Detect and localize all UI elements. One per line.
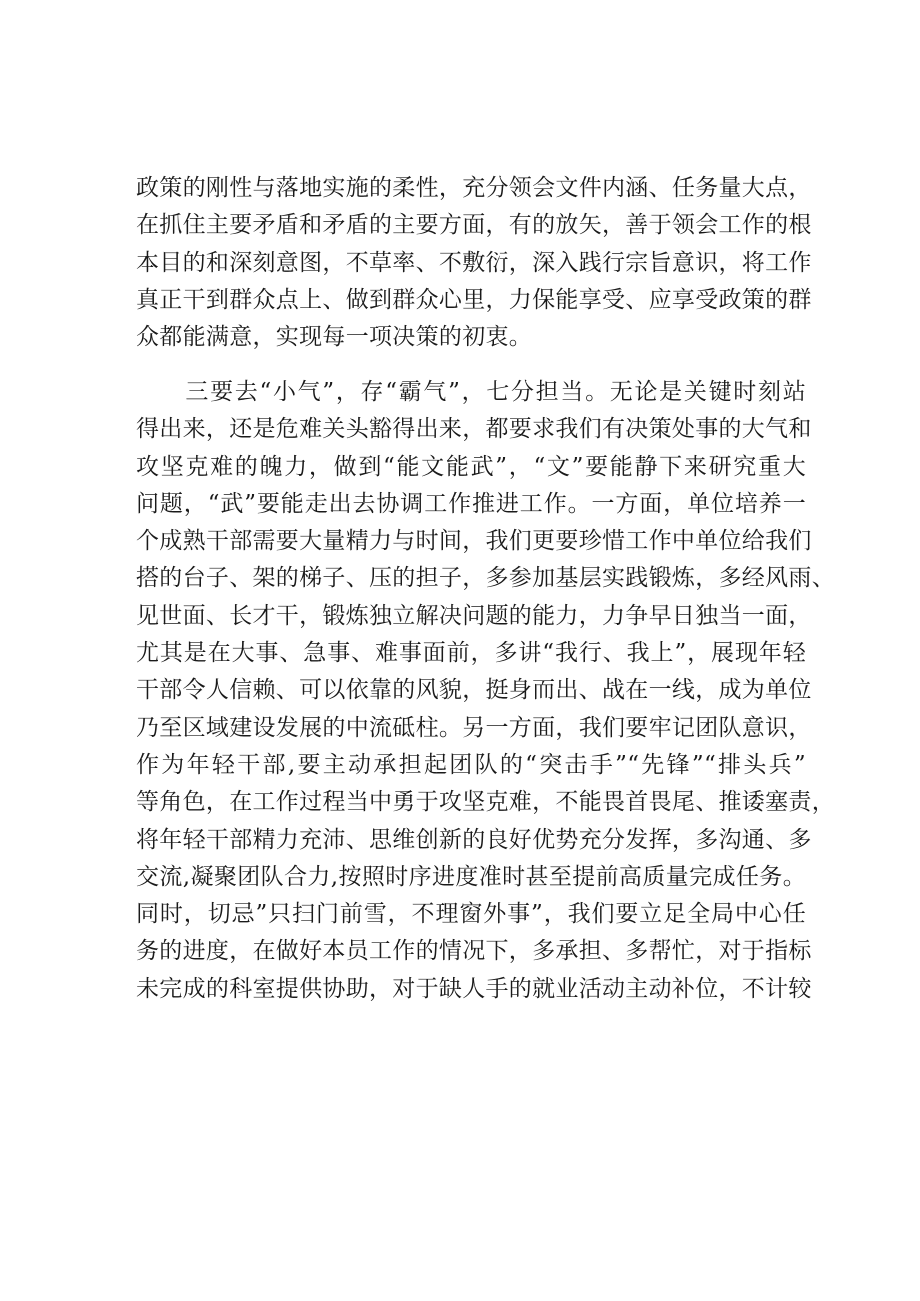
text-line: 见世面、长才干，锻炼独立解决问题的能力，力争早日独当一面， bbox=[136, 602, 812, 629]
text-line: 尤其是在大事、急事、难事面前，多讲“我行、我上”，展现年轻 bbox=[136, 640, 806, 667]
text-line: 搭的台子、架的梯子、压的担子，多参加基层实践锻炼，多经风雨、 bbox=[136, 565, 835, 592]
text-line: 作为年轻干部,要主动承担起团队的“突击手”“先锋”“排头兵” bbox=[136, 751, 806, 778]
paragraph-2 bbox=[136, 374, 835, 1008]
text-line: 攻坚克难的魄力，做到“能文能武”，“文”要能静下来研究重大 bbox=[136, 453, 806, 480]
text-line: 将年轻干部精力充沛、思维创新的良好优势充分发挥，多沟通、多 bbox=[136, 826, 812, 853]
text-line: 未完成的科室提供协助，对于缺人手的就业活动主动补位，不计较 bbox=[136, 975, 812, 1002]
text-line: 本目的和深刻意图，不草率、不敷衍，深入践行宗旨意识，将工作 bbox=[136, 249, 812, 276]
text-line: 干部令人信赖、可以依靠的风貌，挺身而出、战在一线，成为单位 bbox=[136, 677, 812, 704]
text-line: 问题，“武”要能走出去协调工作推进工作。一方面，单位培养一 bbox=[136, 490, 806, 517]
text-line: 真正干到群众点上、做到群众心里，力保能享受、应享受政策的群 bbox=[136, 286, 812, 313]
text-line: 在抓住主要矛盾和矛盾的主要方面，有的放矢，善于领会工作的根 bbox=[136, 212, 812, 239]
text-line: 政策的刚性与落地实施的柔性，充分领会文件内涵、任务量大点， bbox=[136, 175, 812, 201]
text-line: 乃至区域建设发展的中流砥柱。另一方面，我们要牢记团队意识， bbox=[136, 714, 812, 741]
text-line: 个成熟干部需要大量精力与时间，我们更要珍惜工作中单位给我们 bbox=[136, 528, 812, 555]
text-line: 务的进度，在做好本员工作的情况下，多承担、多帮忙，对于指标 bbox=[136, 938, 812, 965]
text-line: 众都能满意，实现每一项决策的初衷。 bbox=[136, 324, 533, 351]
text-line: 三要去“小气”，存“霸气”，七分担当。无论是关键时刻站 bbox=[136, 379, 806, 405]
text-line: 同时，切忌”只扫门前雪，不理窗外事”，我们要立足全局中心任 bbox=[136, 901, 806, 928]
text-line: 交流,凝聚团队合力,按照时序进度准时甚至提前高质量完成任务。 bbox=[136, 863, 806, 890]
paragraph-1 bbox=[136, 170, 812, 356]
text-line: 等角色，在工作过程当中勇于攻坚克难，不能畏首畏尾、推诿塞责， bbox=[136, 789, 835, 816]
text-line: 得出来，还是危难关头豁得出来，都要求我们有决策处事的大气和 bbox=[136, 416, 812, 443]
